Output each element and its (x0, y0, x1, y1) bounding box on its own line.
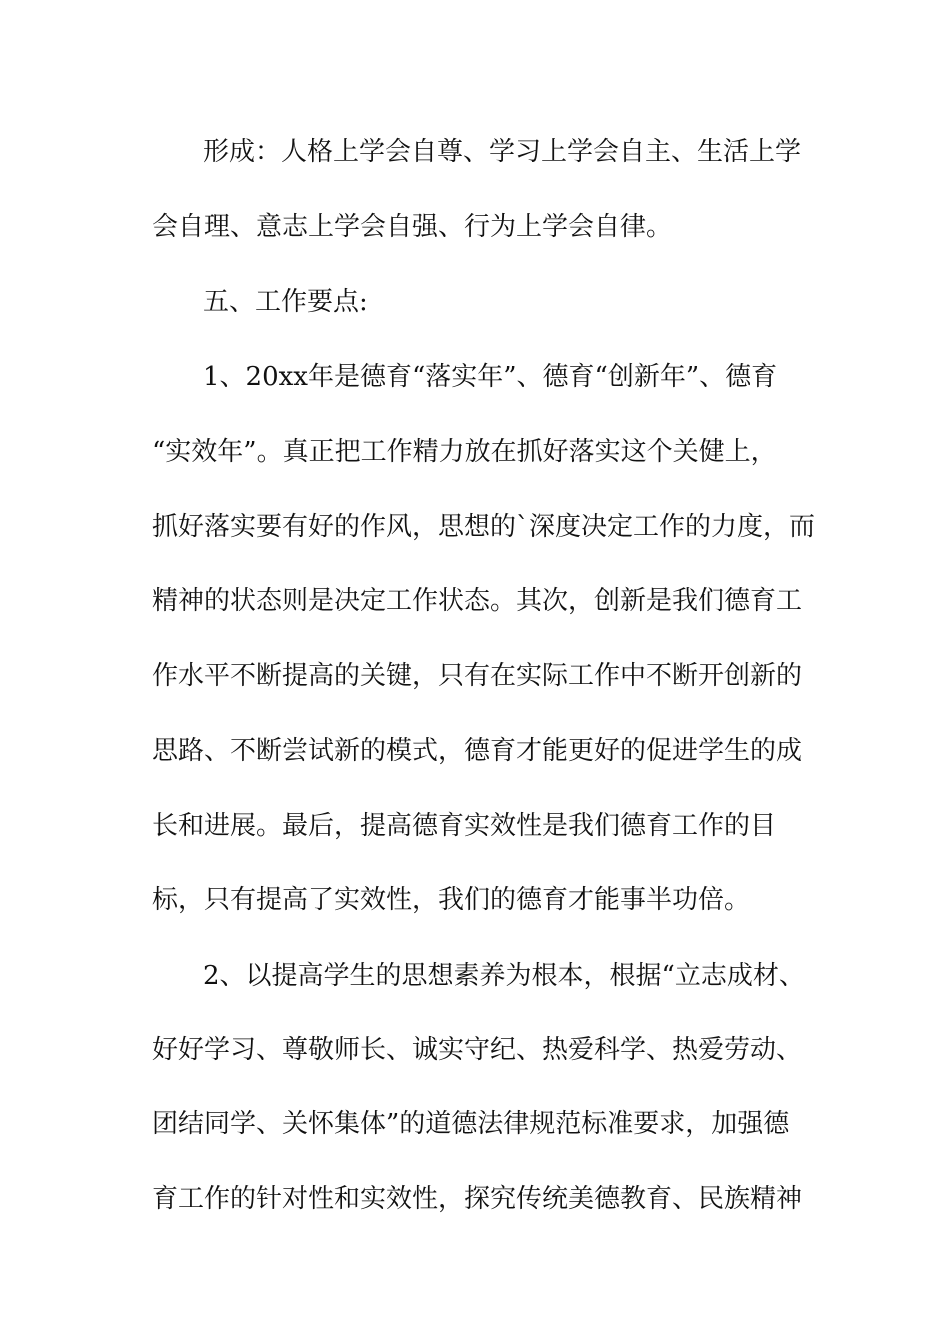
text-line-12: 2、以提高学生的思想素养为根本，根据“立志成材、 (203, 961, 805, 991)
text-line-6: 抓好落实要有好的作风，思想的`深度决定工作的力度，而 (152, 512, 816, 542)
text-line-15: 育工作的针对性和实效性，探究传统美德教育、民族精神 (152, 1184, 803, 1214)
text-line-11: 标，只有提高了实效性，我们的德育才能事半功倍。 (152, 885, 751, 915)
text-line-1: 形成：人格上学会自尊、学习上学会自主、生活上学 (203, 137, 802, 167)
text-line-13: 好好学习、尊敬师长、诚实守纪、热爱科学、热爱劳动、 (152, 1035, 803, 1065)
section-heading-work-points: 五、工作要点: (203, 287, 368, 317)
text-line-5: “实效年”。真正把工作精力放在抓好落实这个关健上， (152, 437, 777, 467)
text-line-10: 长和进展。最后，提高德育实效性是我们德育工作的目 (152, 811, 777, 841)
text-line-14: 团结同学、关怀集体”的道德法律规范标准要求，加强德 (152, 1109, 790, 1139)
text-line-7: 精神的状态则是决定工作状态。其次，创新是我们德育工 (152, 586, 803, 616)
text-line-4: 1、20xx年是德育“落实年”、德育“创新年”、德育 (203, 362, 778, 392)
text-line-2: 会自理、意志上学会自强、行为上学会自律。 (152, 212, 673, 242)
text-line-9: 思路、不断尝试新的模式，德育才能更好的促进学生的成 (152, 736, 803, 766)
text-line-8: 作水平不断提高的关键，只有在实际工作中不断开创新的 (152, 661, 803, 691)
